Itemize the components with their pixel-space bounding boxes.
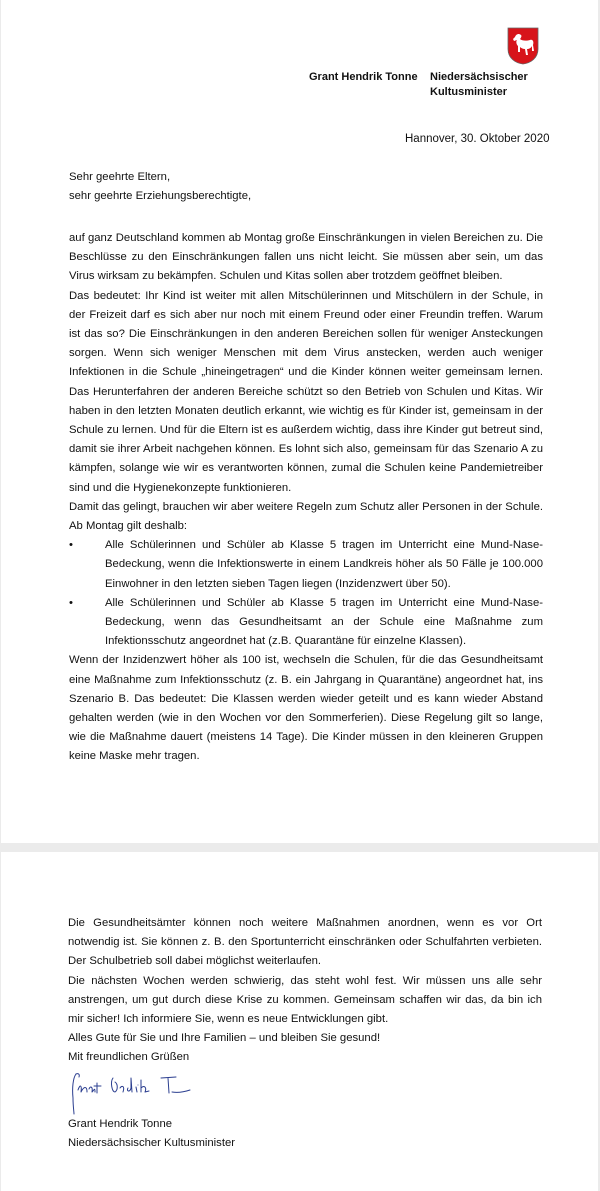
signer-name: Grant Hendrik Tonne [68, 1118, 173, 1130]
document-page-1 [1, 0, 598, 843]
bullet-item [69, 536, 543, 594]
paragraph: Wenn der Inzidenzwert höher als 100 ist, wechseln die Schulen, für die das Gesundheitsamt eine Maßnahme zum Infektionsschutz (z. B. ein Jahrgang in Quarantäne) angeordnet hat, ins Szenario B. Das bedeutet: Die Klassen werden wieder geteilt und es kann wieder Abstand gehalten werden (wie in den Wochen vor den Sommerferien). Diese Regelung gilt so lange, wie die Maßnahme dauert (meistens 14 Tage). Die Kinder müssen in den kleineren Gruppen keine Maske mehr tragen. [69, 654, 543, 763]
paragraph: Das bedeutet: Ihr Kind ist weiter mit allen Mitschülerinnen und Mitschülern in der Schule, in der Freizeit darf es sich aber nur noch mit einem Freund oder einer Freundin treffen. Warum ist das so? Die Einschränkungen in den anderen Bereichen sollen für weniger Ansteckungen sorgen. Wenn sich weniger Menschen mit dem Virus anstecken, werden auch weniger Infektionen in die Schule „hineingetragen“ und die Kinder können weiter gemeinsam lernen. Das Herunterfahren der anderen Bereiche schützt so den Betrieb von Schulen und Kitas. Wir haben in den letzten Monaten deutlich erkannt, wie wichtig es für Kinder ist, gemeinsam in der Schule zu lernen. Und für die Eltern ist es außerdem wichtig, dass ihre Kinder gut betreut sind, damit sie ihrer Arbeit nachgehen können. Es lohnt sich also, gemeinsam für das Szenario A zu kämpfen, solange wie wir es verantworten können, zumal die Schulen keine Pandemietreiber sind und die Hygienekonzepte funktionieren. [69, 289, 543, 494]
paragraph: Mit freundlichen Grüßen [68, 1051, 190, 1064]
salutation-line1: Sehr geehrte Eltern, [69, 171, 171, 183]
sender-title-line1: Niedersächsischer [430, 71, 528, 83]
bullet-item [69, 594, 543, 652]
bullet-text: Alle Schülerinnen und Schüler ab Klasse 5 tragen im Unterricht eine Mund-Nase-Bedeckung, wenn die Infektionswerte in einem Landkreis höher als 50 Fälle je 100.000 Einwohner in den letzten sieben Tagen liegen (Inzidenzwert über 50). [105, 539, 543, 590]
lower-saxony-horse-crest-icon [507, 27, 539, 65]
paragraph: Die Gesundheitsämter können noch weitere Maßnahmen anordnen, wenn es vor Ort notwendig ist. Sie können z. B. den Sportunterricht einschränken oder Schulfahrten verbieten. Der Schulbetrieb soll dabei möglichst weiterlaufen. [68, 917, 542, 968]
bullet-icon: • [69, 596, 73, 609]
letter-body-page2 [68, 914, 542, 1068]
sender-title-line2: Kultusminister [430, 86, 508, 98]
paragraph: Die nächsten Wochen werden schwierig, das steht wohl fest. Wir müssen uns alle sehr anstrengen, um gut durch diese Krise zu kommen. Gemeinsam schaffen wir das, da bin ich mir sicher! Ich informiere Sie, wenn es neue Entwicklungen gibt. [68, 974, 542, 1026]
letter-date: Hannover, 30. Oktober 2020 [405, 133, 550, 145]
salutation [69, 168, 543, 206]
paragraph: Damit das gelingt, brauchen wir aber weitere Regeln zum Schutz aller Personen in der Schule. Ab Montag gilt deshalb: [69, 500, 543, 533]
signature-block [68, 1115, 235, 1153]
paragraph: Alles Gute für Sie und Ihre Familien – und bleiben Sie gesund! [68, 1032, 381, 1045]
salutation-line2: sehr geehrte Erziehungsberechtigte, [69, 190, 252, 203]
sender-name: Grant Hendrik Tonne [309, 71, 418, 83]
signer-title: Niedersächsischer Kultusminister [68, 1137, 236, 1150]
letter-body-page1 [69, 229, 543, 767]
handwritten-signature-icon [68, 1068, 208, 1118]
bullet-text: Alle Schülerinnen und Schüler ab Klasse 5 tragen im Unterricht eine Mund-Nase-Bedeckung, wenn das Gesundheitsamt an der Schule eine Maßnahme zum Infektionsschutz angeordnet hat (z.B. Quarantäne für einzelne Klassen). [105, 596, 543, 648]
sender-title [430, 70, 540, 100]
bullet-icon: • [69, 539, 73, 552]
paragraph: auf ganz Deutschland kommen ab Montag große Einschränkungen in vielen Bereichen zu. Die Beschlüsse zu den Einschränkungen fallen uns nicht leicht. Sie müssen aber sein, um das Virus wirksam zu bekämpfen. Schulen und Kitas sollen aber trotzdem geöffnet bleiben. [69, 232, 543, 283]
